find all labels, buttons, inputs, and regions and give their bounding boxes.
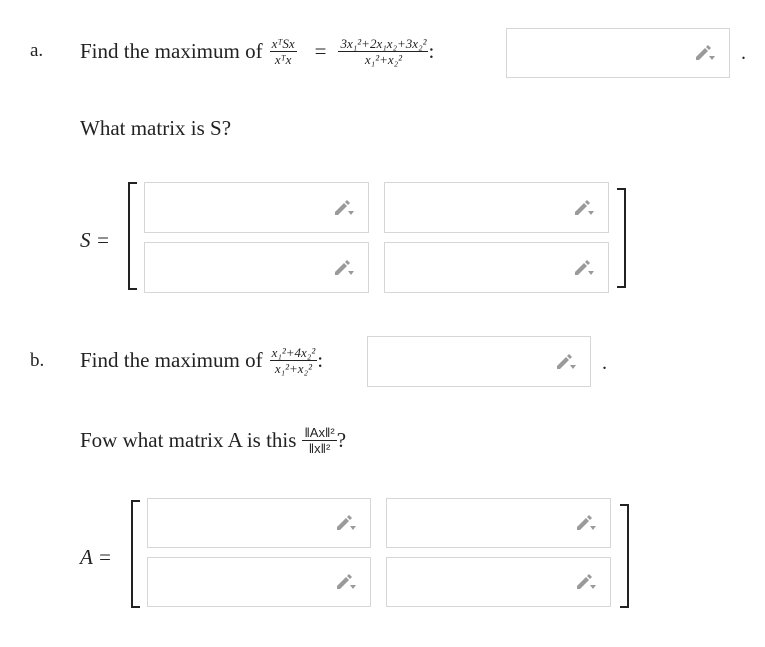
part-b-question-mark: ?	[336, 427, 347, 452]
matrix-a-cell-1-2-input[interactable]	[386, 498, 611, 548]
part-b-quotient-numerator: ‖Ax‖²	[304, 424, 335, 440]
part-a-followup: What matrix is S?	[80, 116, 232, 140]
part-a-lhs-fraction	[270, 37, 297, 66]
part-b-followup-line	[80, 418, 346, 462]
pencil-dropdown-icon[interactable]	[554, 353, 578, 371]
part-b-followup: Fow what matrix A is this	[80, 427, 297, 452]
pencil-dropdown-icon[interactable]	[334, 514, 358, 532]
matrix-s-cell-1-1-input[interactable]	[144, 182, 369, 233]
part-a-equals: =	[314, 38, 327, 63]
part-b-quotient-denominator: ‖x‖²	[308, 440, 331, 456]
part-a-rhs-numerator: 3x₁²+2x₁x₂+3x₂²	[340, 35, 427, 51]
part-a-prompt: Find the maximum of	[80, 38, 263, 63]
matrix-a-right-bracket	[620, 504, 629, 608]
part-b-colon: :	[317, 347, 324, 372]
matrix-s-left-bracket	[128, 182, 137, 290]
part-a-colon: :	[428, 38, 435, 63]
pencil-dropdown-icon[interactable]	[574, 514, 598, 532]
part-a-trailing-dot: .	[741, 42, 746, 64]
pencil-dropdown-icon[interactable]	[574, 573, 598, 591]
matrix-a-cell-2-1-input[interactable]	[147, 557, 371, 607]
matrix-a-label: A =	[80, 545, 112, 569]
part-b-max-answer-input[interactable]	[367, 336, 591, 387]
matrix-s-cell-2-1-input[interactable]	[144, 242, 369, 293]
pencil-dropdown-icon[interactable]	[693, 44, 717, 62]
part-a-label: a.	[30, 40, 44, 61]
matrix-s-cell-2-2-input[interactable]	[384, 242, 609, 293]
matrix-a-cell-2-2-input[interactable]	[386, 557, 611, 607]
part-b-denominator: x₁²+x₂²	[274, 360, 312, 376]
matrix-s-label: S =	[80, 228, 110, 252]
part-b-numerator: x₁²+4x₂²	[271, 344, 316, 360]
part-b-label: b.	[30, 350, 45, 371]
part-a-rhs-denominator: x₁²+x₂²	[364, 51, 403, 67]
pencil-dropdown-icon[interactable]	[332, 199, 356, 217]
pencil-dropdown-icon[interactable]	[572, 199, 596, 217]
matrix-s-right-bracket	[617, 188, 626, 288]
pencil-dropdown-icon[interactable]	[332, 259, 356, 277]
part-a-lhs-numerator: xᵀSx	[271, 35, 295, 51]
matrix-a-cell-1-1-input[interactable]	[147, 498, 371, 548]
part-b-quotient-fraction	[302, 426, 336, 455]
part-a-lhs-denominator: xᵀx	[274, 51, 292, 67]
pencil-dropdown-icon[interactable]	[572, 259, 596, 277]
matrix-s-cell-1-2-input[interactable]	[384, 182, 609, 233]
part-b-prompt: Find the maximum of	[80, 347, 263, 372]
pencil-dropdown-icon[interactable]	[334, 573, 358, 591]
part-a-question	[80, 31, 434, 71]
part-b-fraction	[270, 346, 318, 375]
part-b-trailing-dot: .	[602, 352, 607, 374]
matrix-a-left-bracket	[131, 500, 140, 608]
part-a-rhs-fraction	[338, 37, 428, 66]
part-a-max-answer-input[interactable]	[506, 28, 730, 78]
part-b-question	[80, 339, 323, 381]
